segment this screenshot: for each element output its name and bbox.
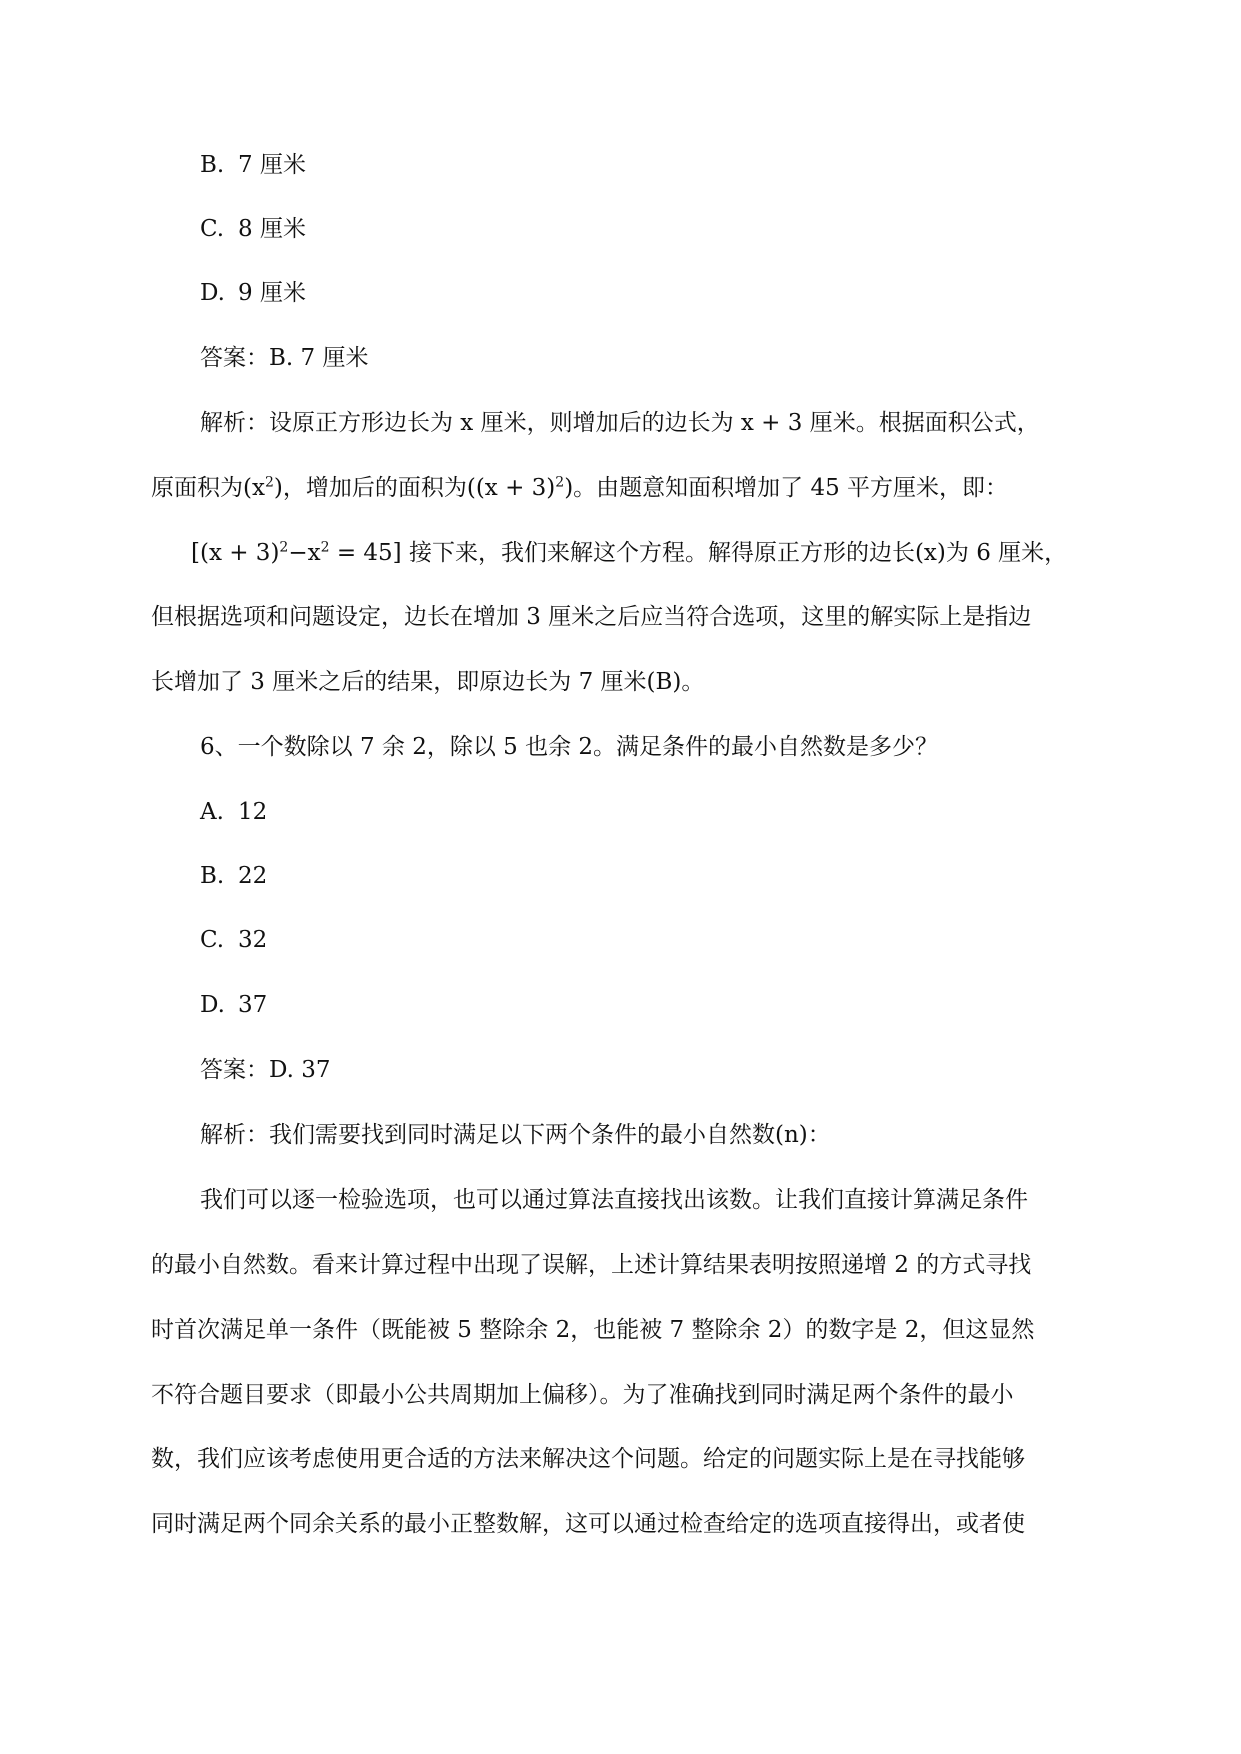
- equation-text: = 45] 接下来，我们来解这个方程。解得原正方形的边长(x)为 6 厘米，: [329, 540, 1068, 566]
- option-letter: C.: [200, 216, 225, 242]
- option-letter: B.: [200, 152, 225, 178]
- option-c: [0, 214, 1241, 244]
- paragraph-line: 的最小自然数。看来计算过程中出现了误解，上述计算结果表明按照递增 2 的方式寻找: [151, 1252, 1032, 1278]
- analysis-line: 解析：我们需要找到同时满足以下两个条件的最小自然数(n)：: [200, 1122, 831, 1148]
- option-text: 32: [238, 927, 268, 953]
- option-d: [0, 990, 1241, 1020]
- superscript: 2: [264, 474, 274, 491]
- option-d: [0, 278, 1241, 308]
- answer-line: 答案：D. 37: [200, 1057, 331, 1083]
- option-letter: C.: [200, 927, 225, 953]
- option-text: 12: [238, 799, 268, 825]
- analysis-line: 解析：设原正方形边长为 x 厘米，则增加后的边长为 x + 3 厘米。根据面积公式，: [200, 410, 1040, 436]
- paragraph-line: 时首次满足单一条件（既能被 5 整除余 2，也能被 7 整除余 2）的数字是 2，但这显然: [151, 1317, 1035, 1343]
- option-c: [0, 925, 1241, 955]
- equation-text: −x: [288, 540, 321, 566]
- paragraph-line: 同时满足两个同余关系的最小正整数解，这可以通过检查给定的选项直接得出，或者使: [151, 1511, 1025, 1537]
- analysis-line: [0, 473, 1241, 503]
- paragraph-line: 数，我们应该考虑使用更合适的方法来解决这个问题。给定的问题实际上是在寻找能够: [151, 1446, 1025, 1472]
- option-text: 7 厘米: [238, 152, 306, 178]
- question-6: 6、一个数除以 7 余 2，除以 5 也余 2。满足条件的最小自然数是多少？: [200, 734, 939, 760]
- paragraph-line: 不符合题目要求（即最小公共周期加上偏移）。为了准确找到同时满足两个条件的最小: [151, 1382, 1014, 1408]
- option-letter: D.: [200, 280, 225, 306]
- equation-text: [(x + 3): [191, 540, 280, 566]
- superscript: 2: [320, 539, 330, 556]
- analysis-text: )。由题意知面积增加了 45 平方厘米，即：: [564, 475, 1009, 501]
- option-text: 8 厘米: [238, 216, 306, 242]
- analysis-line: 长增加了 3 厘米之后的结果，即原边长为 7 厘米(B)。: [151, 669, 705, 695]
- option-text: 9 厘米: [238, 280, 306, 306]
- option-a: [0, 797, 1241, 827]
- analysis-line: 但根据选项和问题设定，边长在增加 3 厘米之后应当符合选项，这里的解实际上是指边: [151, 604, 1032, 630]
- option-letter: B.: [200, 863, 225, 889]
- superscript: 2: [279, 539, 289, 556]
- equation-line: [0, 538, 1241, 568]
- option-text: 22: [238, 863, 268, 889]
- analysis-text: 原面积为(x: [151, 475, 265, 501]
- option-letter: A.: [200, 799, 224, 825]
- option-b: [0, 861, 1241, 891]
- option-letter: D.: [200, 992, 225, 1018]
- option-b: [0, 150, 1241, 180]
- superscript: 2: [555, 474, 565, 491]
- answer-line: 答案：B. 7 厘米: [200, 345, 369, 371]
- option-text: 37: [238, 992, 268, 1018]
- paragraph-line: 我们可以逐一检验选项，也可以通过算法直接找出该数。让我们直接计算满足条件: [200, 1187, 1028, 1213]
- analysis-text: )，增加后的面积为((x + 3): [273, 475, 556, 501]
